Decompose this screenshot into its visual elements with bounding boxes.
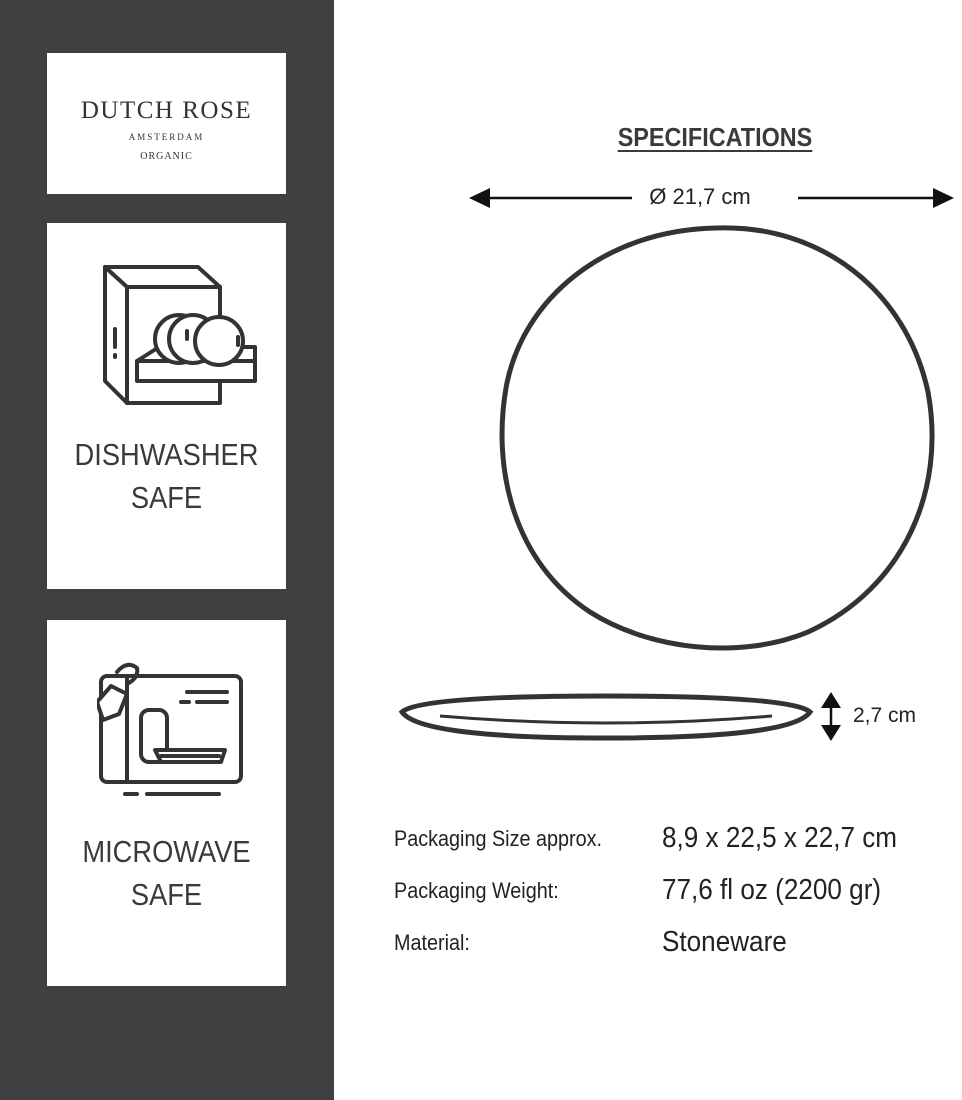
spec-value: Stoneware — [662, 926, 787, 958]
height-label: 2,7 cm — [853, 704, 917, 727]
spec-key: Packaging Weight: — [394, 878, 559, 903]
spec-key: Packaging Size approx. — [394, 826, 603, 851]
spec-key: Material: — [394, 930, 470, 955]
specifications-title: SPECIFICATIONS — [617, 122, 813, 152]
diameter-label: Ø 21,7 cm — [649, 184, 751, 209]
microwave-safe-label: MICROWAVE SAFE — [82, 834, 251, 912]
spec-value: 8,9 x 22,5 x 22,7 cm — [662, 822, 898, 854]
height-arrow — [821, 692, 841, 741]
dishwasher-safe-label: DISHWASHER SAFE — [74, 437, 259, 515]
brand-name: DUTCH ROSE — [80, 97, 253, 124]
brand-city: AMSTERDAM — [128, 132, 205, 142]
brand-line: ORGANIC — [140, 151, 193, 162]
spec-value: 77,6 fl oz (2200 gr) — [662, 874, 882, 906]
plate-side-view — [402, 696, 810, 738]
plate-top-view — [502, 228, 932, 648]
